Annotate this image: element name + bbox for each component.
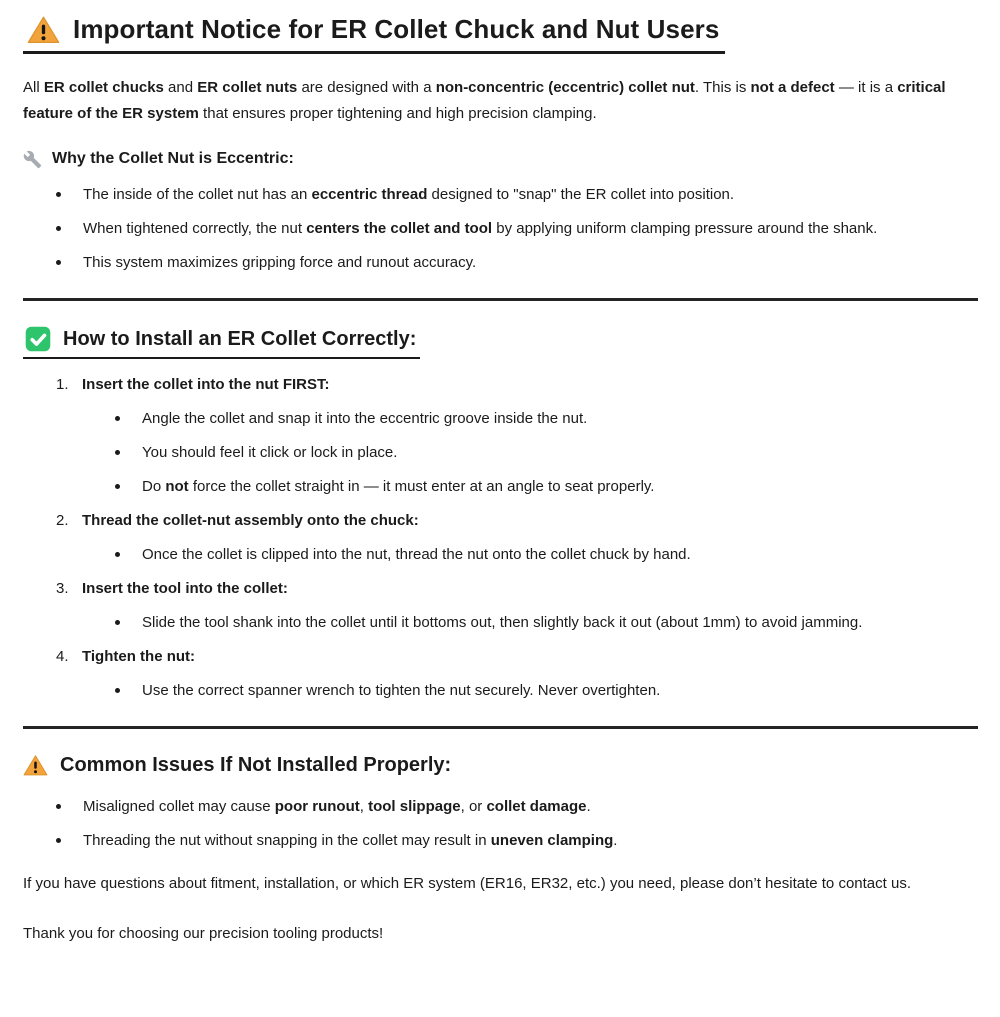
warning-icon xyxy=(23,754,48,777)
list-item-text: The inside of the collet nut has an eccentric thread designed to "snap" the ER collet into position. xyxy=(83,186,735,203)
list-item xyxy=(23,410,978,427)
numbered-step xyxy=(23,512,978,529)
check-icon xyxy=(25,326,51,352)
list-item xyxy=(23,220,978,237)
numbered-step xyxy=(23,648,978,665)
list-item-text: Misaligned collet may cause poor runout, tool slippage, or collet damage. xyxy=(83,798,591,815)
wrench-icon xyxy=(23,150,42,169)
bullet-icon xyxy=(115,620,120,625)
list-item-text: This system maximizes gripping force and runout accuracy. xyxy=(83,254,477,271)
list-item xyxy=(23,682,978,699)
bullet-icon xyxy=(115,484,120,489)
why-bullet-list xyxy=(23,186,978,271)
step-label: Tighten the nut: xyxy=(82,648,196,665)
list-item-text: Once the collet is clipped into the nut, thread the nut onto the collet chuck by hand. xyxy=(142,546,691,563)
list-item-text: When tightened correctly, the nut centers the collet and tool by applying uniform clamping pressure around the shank. xyxy=(83,220,878,237)
issues-bullet-list xyxy=(23,798,978,849)
list-item-text: Do not force the collet straight in — it must enter at an angle to seat properly. xyxy=(142,478,655,495)
page-title-text: Important Notice for ER Collet Chuck and Nut Users xyxy=(73,14,720,45)
issues-heading xyxy=(23,754,451,777)
bullet-icon xyxy=(115,688,120,693)
bullet-icon xyxy=(115,450,120,455)
list-item-text: Slide the tool shank into the collet until it bottoms out, then slightly back it out (about 1mm) to avoid jamming. xyxy=(142,614,863,631)
step-number: 3. xyxy=(56,580,69,597)
bullet-icon xyxy=(56,804,61,809)
list-item xyxy=(23,832,978,849)
thanks-paragraph: Thank you for choosing our precision tooling products! xyxy=(23,925,384,942)
list-item xyxy=(23,546,978,563)
step-number: 4. xyxy=(56,648,69,665)
step-label: Insert the collet into the nut FIRST: xyxy=(82,376,330,393)
list-item-text: Angle the collet and snap it into the eccentric groove inside the nut. xyxy=(142,410,588,427)
step-label: Insert the tool into the collet: xyxy=(82,580,288,597)
list-item xyxy=(23,478,978,495)
bullet-icon xyxy=(56,226,61,231)
install-steps xyxy=(23,376,978,699)
list-item xyxy=(23,186,978,203)
section-divider xyxy=(23,726,978,729)
bullet-icon xyxy=(56,838,61,843)
bullet-icon xyxy=(56,260,61,265)
contact-paragraph: If you have questions about fitment, installation, or which ER system (ER16, ER32, etc.) you need, please don’t hesitate to contact us. xyxy=(23,875,911,892)
list-item-text: You should feel it click or lock in place. xyxy=(142,444,398,461)
warning-icon xyxy=(27,15,60,45)
why-heading xyxy=(23,150,978,169)
bullet-icon xyxy=(115,416,120,421)
list-item-text: Threading the nut without snapping in the collet may result in uneven clamping. xyxy=(83,832,618,849)
list-item-text: Use the correct spanner wrench to tighten the nut securely. Never overtighten. xyxy=(142,682,661,699)
step-number: 1. xyxy=(56,376,69,393)
page-title xyxy=(23,15,725,54)
install-heading xyxy=(23,326,420,359)
list-item xyxy=(23,254,978,271)
numbered-step xyxy=(23,376,978,393)
why-heading-text: Why the Collet Nut is Eccentric: xyxy=(52,150,294,168)
step-number: 2. xyxy=(56,512,69,529)
bullet-icon xyxy=(56,192,61,197)
list-item xyxy=(23,798,978,815)
bullet-icon xyxy=(115,552,120,557)
issues-heading-text: Common Issues If Not Installed Properly: xyxy=(60,754,452,776)
list-item xyxy=(23,614,978,631)
numbered-step xyxy=(23,580,978,597)
list-item xyxy=(23,444,978,461)
intro-paragraph: All ER collet chucks and ER collet nuts are designed with a non-concentric (eccentric) collet nut. This is not a defect — it is a critical feature of the ER system that ensures proper tightening and high precision clamping. xyxy=(23,79,946,122)
section-divider xyxy=(23,298,978,301)
install-heading-text: How to Install an ER Collet Correctly: xyxy=(63,327,417,350)
step-label: Thread the collet-nut assembly onto the chuck: xyxy=(82,512,419,529)
